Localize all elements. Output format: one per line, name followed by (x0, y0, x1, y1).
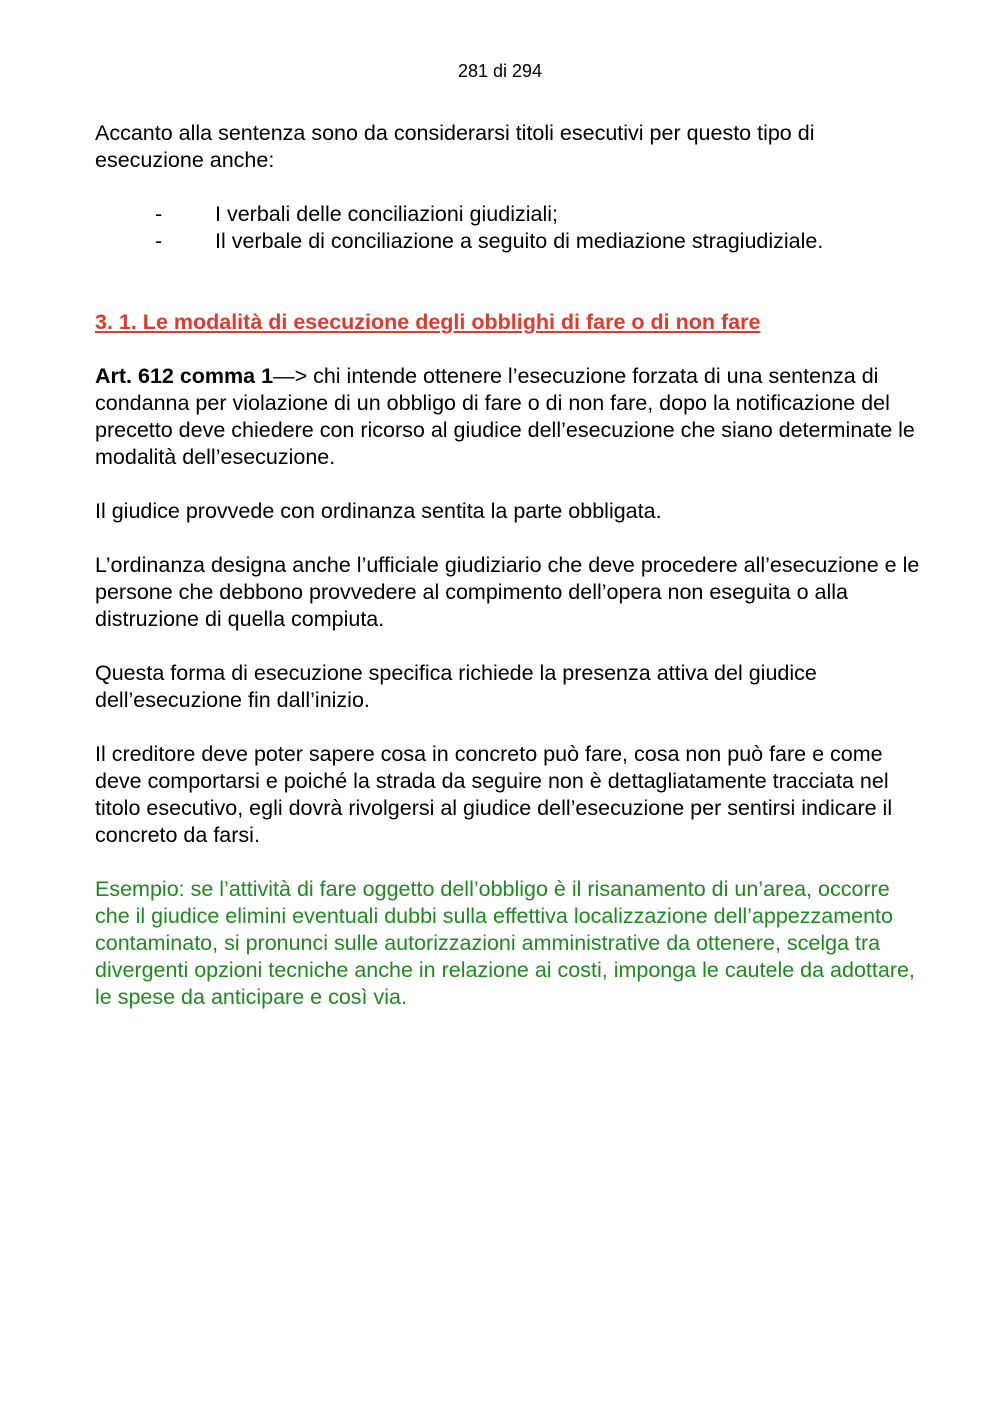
article-text: —> chi intende ottenere l’esecuzione forzata di una sentenza di condanna per violazione di un obbligo di fare o di non fare, dopo la notificazione del precetto deve chiedere con ricorso al giudice dell’esecuzione che siano determinate le modalità dell’esecuzione. (95, 364, 915, 469)
section-heading: 3. 1. Le modalità di esecuzione degli obblighi di fare o di non fare (95, 310, 761, 334)
bullet-dash: - (155, 202, 163, 226)
bullet-dash: - (155, 229, 163, 253)
example-paragraph: Esempio: se l’attività di fare oggetto dell’obbligo è il risanamento di un’area, occorre che il giudice elimini eventuali dubbi sulla effettiva localizzazione dell’appezzamento contaminato, si pronunci sulle autorizzazioni amministrative da ottenere, scelga tra divergenti opzioni tecniche anche in relazione ai costi, imponga le cautele da adottare, le spese da anticipare e così via. (95, 877, 915, 1009)
paragraph-designation: L’ordinanza designa anche l’ufficiale giudiziario che deve procedere all’esecuzione e le persone che debbono provvedere al compimento dell’opera non eseguita o alla distruzione di quella compiuta. (95, 553, 920, 631)
list-item-text: Il verbale di conciliazione a seguito di mediazione stragiudiziale. (215, 229, 824, 253)
list-item (95, 228, 925, 255)
page-number: 281 di 294 (457, 61, 543, 81)
list-item (95, 201, 925, 228)
spacer (95, 714, 925, 741)
paragraph-presence: Questa forma di esecuzione specifica richiede la presenza attiva del giudice dell’esecuzione fin dall’inizio. (95, 661, 817, 712)
spacer (95, 282, 925, 309)
spacer (95, 174, 925, 201)
spacer (95, 255, 925, 282)
bullet-list (95, 201, 925, 255)
list-item-text: I verbali delle conciliazioni giudiziali; (215, 202, 558, 226)
paragraph-creditor: Il creditore deve poter sapere cosa in concreto può fare, cosa non può fare e come deve comportarsi e poiché la strada da seguire non è dettagliatamente tracciata nel titolo esecutivo, egli dovrà rivolgersi al giudice dell’esecuzione per sentirsi indicare il concreto da farsi. (95, 742, 893, 847)
document-body (95, 120, 925, 1011)
paragraph-ordinance: Il giudice provvede con ordinanza sentita la parte obbligata. (95, 499, 662, 523)
article-label: Art. 612 comma 1 (95, 364, 274, 388)
spacer (95, 633, 925, 660)
article-paragraph (95, 363, 925, 471)
spacer (95, 525, 925, 552)
spacer (95, 336, 925, 363)
spacer (95, 471, 925, 498)
spacer (95, 849, 925, 876)
intro-paragraph: Accanto alla sentenza sono da considerarsi titoli esecutivi per questo tipo di esecuzione anche: (95, 121, 815, 172)
